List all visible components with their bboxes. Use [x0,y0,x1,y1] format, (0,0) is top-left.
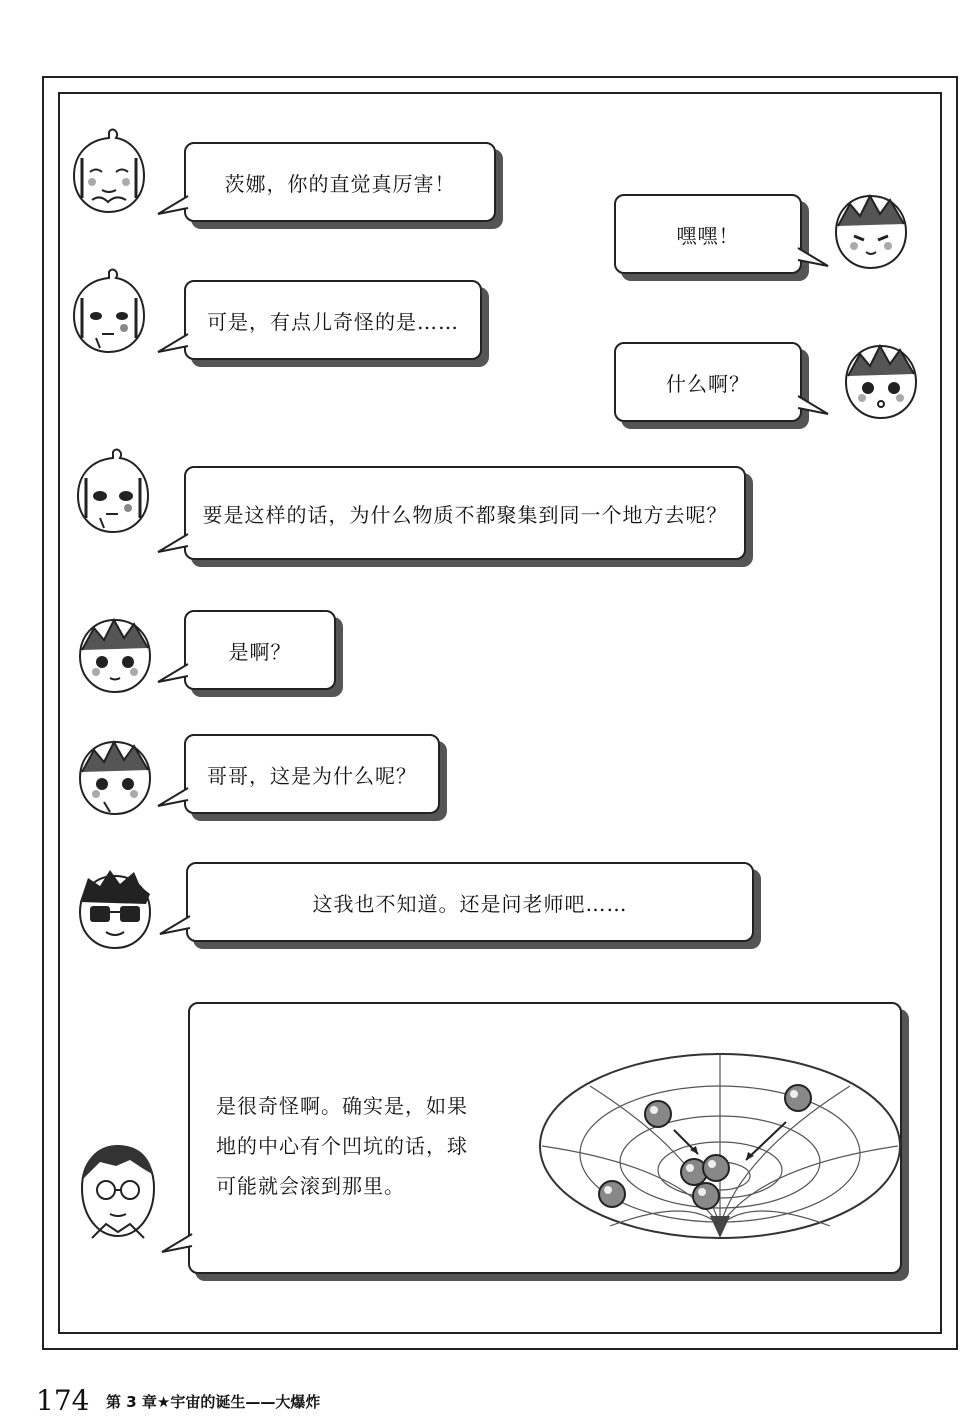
bubble-tail [162,1232,192,1254]
bubble-tail [158,786,188,808]
bubble-text: 茨娜，你的直觉真厉害！ [224,171,456,196]
bubble-tail [798,394,828,416]
short-hair-girl-avatar [74,732,156,820]
teacher-speech-bubble [188,1002,902,1274]
bubble-text: 什么啊？ [666,371,750,396]
teacher-line: 可能就会滚到那里。 [216,1174,405,1198]
bubble-text: 要是这样的话，为什么物质不都聚集到同一个地方去呢？ [202,502,728,527]
speech-bubble [184,280,482,360]
speech-bubble [614,194,802,274]
bubble-tail [158,662,188,684]
speech-bubble [184,610,336,690]
speech-bubble [184,466,746,560]
page-number: 174 [36,1384,90,1417]
bubble-text: 是啊？ [228,639,292,664]
long-hair-girl-avatar [68,268,150,356]
short-hair-girl-avatar [74,610,156,698]
bubble-tail [158,194,188,216]
bubble-tail [158,532,188,554]
short-hair-girl-avatar [840,336,922,424]
bubble-text: 嘿嘿！ [676,223,740,248]
teacher-explanation [216,1086,506,1206]
chapter-title: 第 3 章★宇宙的诞生——大爆炸 [106,1393,321,1411]
gravity-well-diagram [530,1026,910,1266]
teacher-line: 地的中心有个凹坑的话，球 [216,1134,468,1158]
bubble-text: 哥哥，这是为什么呢？ [207,763,417,788]
bubble-text: 这我也不知道。还是问老师吧…… [312,891,628,916]
speech-bubble [614,342,802,422]
long-hair-girl-avatar [68,128,150,216]
bubble-tail [158,332,188,354]
bubble-text: 可是，有点儿奇怪的是…… [207,309,459,334]
long-hair-girl-avatar [72,448,154,536]
boy-glasses-avatar [74,864,156,952]
speech-bubble [184,734,440,814]
speech-bubble [184,142,496,222]
teacher-line: 是很奇怪啊。确实是，如果 [216,1094,468,1118]
bubble-tail [798,246,828,268]
teacher-avatar [76,1138,160,1242]
speech-bubble [186,862,754,942]
bubble-tail [160,914,190,936]
short-hair-girl-avatar [830,186,912,274]
